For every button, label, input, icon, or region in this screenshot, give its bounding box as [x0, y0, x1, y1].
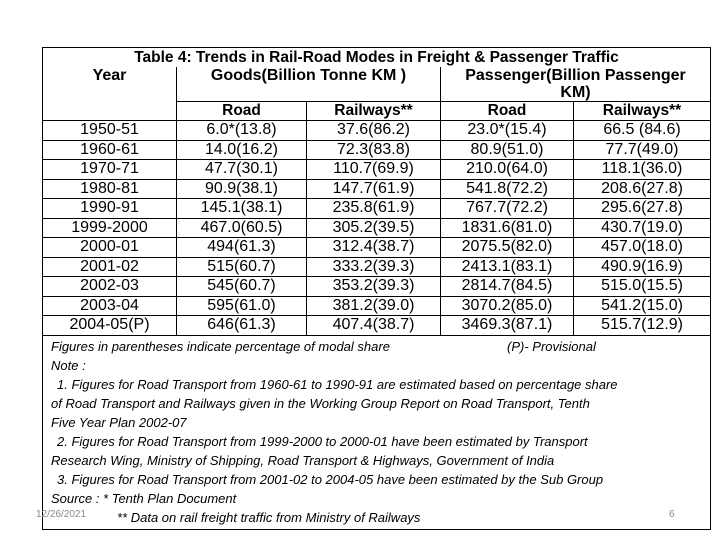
note-1-line-c: Five Year Plan 2002-07 — [51, 414, 187, 430]
cell-year: 1970-71 — [43, 160, 177, 180]
cell-goods-road: 145.1(38.1) — [177, 199, 307, 219]
header-passenger-line1: Passenger(Billion Passenger — [465, 67, 686, 84]
rail-road-trends-table — [42, 47, 711, 530]
subheader-goods-road: Road — [177, 102, 307, 121]
cell-goods-road: 545(60.7) — [177, 277, 307, 297]
cell-goods-railways: 37.6(86.2) — [307, 121, 441, 141]
note-2-line-b: Research Wing, Ministry of Shipping, Road Transport & Highways, Government of India — [51, 452, 555, 468]
cell-passenger-railways: 515.0(15.5) — [574, 277, 711, 297]
slide-page-number: 6 — [669, 509, 675, 520]
header-goods: Goods(Billion Tonne KM ) — [177, 67, 441, 102]
cell-goods-road: 494(61.3) — [177, 238, 307, 258]
table-notes — [43, 335, 711, 529]
header-passenger — [441, 67, 711, 102]
cell-goods-road: 90.9(38.1) — [177, 179, 307, 199]
table-row — [43, 257, 711, 277]
note-source: Source : * Tenth Plan Document — [51, 490, 237, 506]
cell-year: 2002-03 — [43, 277, 177, 297]
cell-goods-railways: 312.4(38.7) — [307, 238, 441, 258]
cell-goods-railways: 407.4(38.7) — [307, 316, 441, 336]
cell-passenger-road: 2814.7(84.5) — [441, 277, 574, 297]
table-row — [43, 277, 711, 297]
cell-goods-railways: 235.8(61.9) — [307, 199, 441, 219]
cell-passenger-railways: 457.0(18.0) — [574, 238, 711, 258]
cell-passenger-road: 767.7(72.2) — [441, 199, 574, 219]
cell-passenger-road: 23.0*(15.4) — [441, 121, 574, 141]
cell-goods-road: 646(61.3) — [177, 316, 307, 336]
table-row — [43, 160, 711, 180]
subheader-passenger-railways: Railways** — [574, 102, 711, 121]
cell-year: 2001-02 — [43, 257, 177, 277]
cell-year: 1990-91 — [43, 199, 177, 219]
note-1-line-b: of Road Transport and Railways given in the Working Group Report on Road Transport, Tenth — [51, 395, 590, 411]
cell-passenger-railways: 77.7(49.0) — [574, 140, 711, 160]
cell-goods-railways: 110.7(69.9) — [307, 160, 441, 180]
cell-goods-railways: 72.3(83.8) — [307, 140, 441, 160]
cell-goods-road: 47.7(30.1) — [177, 160, 307, 180]
slide-date: 12/26/2021 — [36, 509, 87, 520]
table-title-row — [43, 48, 711, 68]
cell-passenger-railways: 208.6(27.8) — [574, 179, 711, 199]
cell-year: 1980-81 — [43, 179, 177, 199]
table-row — [43, 218, 711, 238]
cell-passenger-railways: 118.1(36.0) — [574, 160, 711, 180]
header-year: Year — [43, 67, 177, 121]
cell-passenger-railways: 66.5 (84.6) — [574, 121, 711, 141]
cell-goods-road: 467.0(60.5) — [177, 218, 307, 238]
cell-passenger-road: 3469.3(87.1) — [441, 316, 574, 336]
subheader-goods-railways: Railways** — [307, 102, 441, 121]
note-2-line-a: 2. Figures for Road Transport from 1999-2000 to 2000-01 have been estimated by Transport — [57, 433, 588, 449]
table-row — [43, 238, 711, 258]
cell-goods-road: 515(60.7) — [177, 257, 307, 277]
cell-passenger-railways: 541.2(15.0) — [574, 296, 711, 316]
cell-goods-road: 14.0(16.2) — [177, 140, 307, 160]
cell-year: 1950-51 — [43, 121, 177, 141]
cell-passenger-railways: 430.7(19.0) — [574, 218, 711, 238]
note-provisional: (P)- Provisional — [507, 338, 596, 354]
cell-goods-road: 595(61.0) — [177, 296, 307, 316]
cell-passenger-road: 541.8(72.2) — [441, 179, 574, 199]
cell-year: 1960-61 — [43, 140, 177, 160]
note-3: 3. Figures for Road Transport from 2001-02 to 2004-05 have been estimated by the Sub Group — [57, 471, 604, 487]
cell-year: 2003-04 — [43, 296, 177, 316]
note-label: Note : — [51, 357, 86, 373]
table-row — [43, 121, 711, 141]
cell-year: 2004-05(P) — [43, 316, 177, 336]
cell-passenger-railways: 490.9(16.9) — [574, 257, 711, 277]
table-header-row — [43, 67, 711, 102]
cell-goods-railways: 147.7(61.9) — [307, 179, 441, 199]
cell-year: 2000-01 — [43, 238, 177, 258]
cell-passenger-road: 3070.2(85.0) — [441, 296, 574, 316]
table-title: Table 4: Trends in Rail-Road Modes in Freight & Passenger Traffic — [43, 48, 711, 68]
table-row — [43, 199, 711, 219]
table-row — [43, 296, 711, 316]
cell-goods-railways: 353.2(39.3) — [307, 277, 441, 297]
note-parentheses-line — [51, 337, 706, 356]
cell-passenger-railways: 515.7(12.9) — [574, 316, 711, 336]
table-row — [43, 140, 711, 160]
header-passenger-line2: KM) — [560, 84, 591, 101]
cell-passenger-road: 2075.5(82.0) — [441, 238, 574, 258]
cell-year: 1999-2000 — [43, 218, 177, 238]
table-row — [43, 179, 711, 199]
cell-passenger-road: 210.0(64.0) — [441, 160, 574, 180]
cell-goods-railways: 305.2(39.5) — [307, 218, 441, 238]
note-railways-source: ** Data on rail freight traffic from Ministry of Railways — [117, 509, 421, 525]
cell-passenger-road: 2413.1(83.1) — [441, 257, 574, 277]
notes-row — [43, 335, 711, 529]
note-parentheses: Figures in parentheses indicate percentage of modal share — [51, 338, 390, 354]
note-1-line-a: 1. Figures for Road Transport from 1960-61 to 1990-91 are estimated based on percentage share — [57, 376, 618, 392]
cell-goods-railways: 333.2(39.3) — [307, 257, 441, 277]
cell-passenger-railways: 295.6(27.8) — [574, 199, 711, 219]
subheader-passenger-road: Road — [441, 102, 574, 121]
cell-passenger-road: 80.9(51.0) — [441, 140, 574, 160]
cell-goods-road: 6.0*(13.8) — [177, 121, 307, 141]
cell-goods-railways: 381.2(39.0) — [307, 296, 441, 316]
table-row — [43, 316, 711, 336]
cell-passenger-road: 1831.6(81.0) — [441, 218, 574, 238]
